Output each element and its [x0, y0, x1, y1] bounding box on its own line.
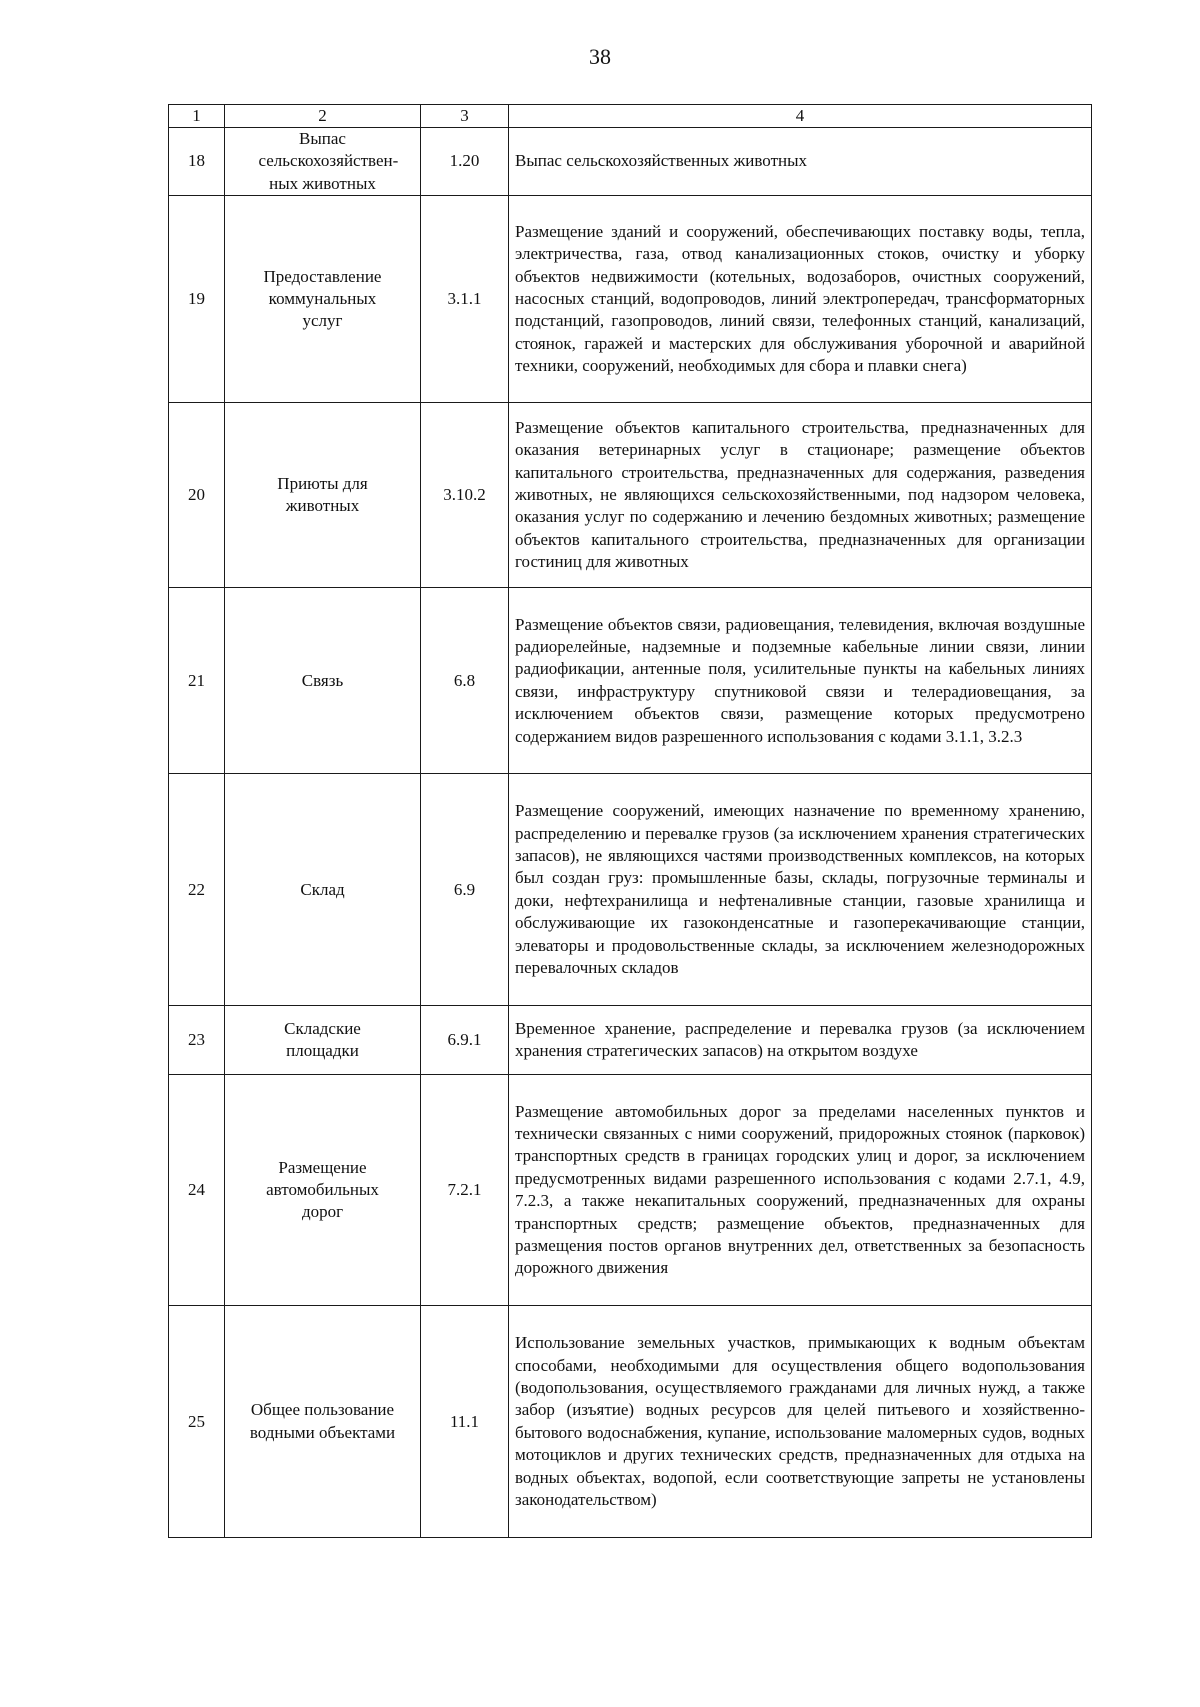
use-type-code: 11.1	[421, 1306, 509, 1538]
header-col-3: 3	[421, 105, 509, 128]
row-number: 23	[169, 1006, 225, 1075]
table-row	[169, 196, 1092, 403]
use-type-description: Размещение объектов капитального строительства, предназначенных для оказания ветеринарных услуг в стационаре; размещение объектов капитального строительства, предназначенных для содержания, разведения животных, не являющихся сельскохозяйственными, под надзором человека, оказания услуг по содержанию и лечению бездомных животных; размещение объектов капитального строительства, предназначенных для организации гостиниц для животных	[509, 403, 1092, 588]
use-type-name: Выпас сельскохозяйствен-ных животных	[225, 128, 421, 196]
table-row	[169, 403, 1092, 588]
table-row	[169, 1075, 1092, 1306]
use-type-name: Склад	[225, 774, 421, 1006]
use-type-name: Связь	[225, 588, 421, 774]
use-type-name: Приюты для животных	[225, 403, 421, 588]
use-type-description: Размещение зданий и сооружений, обеспечивающих поставку воды, тепла, электричества, газа, отвод канализационных стоков, очистку и уборку объектов недвижимости (котельных, водозаборов, очистных сооружений, насосных станций, водопроводов, линий электропередач, трансформаторных подстанций, газопроводов, линий связи, телефонных станций, канализаций, стоянок, гаражей и мастерских для обслуживания уборочной и аварийной техники, сооружений, необходимых для сбора и плавки снега)	[509, 196, 1092, 403]
row-number: 19	[169, 196, 225, 403]
use-type-code: 3.1.1	[421, 196, 509, 403]
table-row	[169, 1306, 1092, 1538]
use-type-description: Использование земельных участков, примыкающих к водным объектам способами, необходимыми для осуществления общего водопользования (водопользования, осуществляемого гражданами для личных нужд, а также забор (изъятие) водных ресурсов для целей питьевого и хозяйственно-бытового водоснабжения, купание, использование маломерных судов, водных мотоциклов и других технических средств, предназначенных для отдыха на водных объектах, водопой, если соответствующие запреты не установлены законодательством)	[509, 1306, 1092, 1538]
use-type-description: Временное хранение, распределение и перевалка грузов (за исключением хранения стратегических запасов) на открытом воздухе	[509, 1006, 1092, 1075]
row-number: 25	[169, 1306, 225, 1538]
use-type-name: Складские площадки	[225, 1006, 421, 1075]
row-number: 18	[169, 128, 225, 196]
use-type-description: Размещение автомобильных дорог за пределами населенных пунктов и технически связанных с ними сооружений, придорожных стоянок (парковок) транспортных средств в границах городских улиц и дорог, за исключением предусмотренных видами разрешенного использования с кодами 2.7.1, 4.9, 7.2.3, а также некапитальных сооружений, предназначенных для охраны транспортных средств; размещение объектов, предназначенных для размещения постов органов внутренних дел, ответственных за безопасность дорожного движения	[509, 1075, 1092, 1306]
table-header-row	[169, 105, 1092, 128]
use-type-name: Общее пользование водными объектами	[225, 1306, 421, 1538]
table-row	[169, 128, 1092, 196]
use-type-description: Выпас сельскохозяйственных животных	[509, 128, 1092, 196]
table-row	[169, 588, 1092, 774]
land-use-table	[168, 104, 1092, 1538]
page-number: 38	[589, 44, 611, 69]
row-number: 22	[169, 774, 225, 1006]
use-type-code: 7.2.1	[421, 1075, 509, 1306]
row-number: 24	[169, 1075, 225, 1306]
row-number: 21	[169, 588, 225, 774]
use-type-code: 6.8	[421, 588, 509, 774]
use-type-name: Предоставление коммунальных услуг	[225, 196, 421, 403]
header-col-1: 1	[169, 105, 225, 128]
use-type-code: 1.20	[421, 128, 509, 196]
use-type-code: 6.9.1	[421, 1006, 509, 1075]
header-col-4: 4	[509, 105, 1092, 128]
use-type-code: 3.10.2	[421, 403, 509, 588]
use-type-description: Размещение сооружений, имеющих назначение по временному хранению, распределению и перевалке грузов (за исключением хранения стратегических запасов), не являющихся частями производственных комплексов, на которых был создан груз: промышленные базы, склады, погрузочные терминалы и доки, нефтехранилища и нефтеналивные станции, газовые хранилища и обслуживающие их газоконденсатные и газоперекачивающие станции, элеваторы и продовольственные склады, за исключением железнодорожных перевалочных складов	[509, 774, 1092, 1006]
table-row	[169, 774, 1092, 1006]
use-type-name: Размещение автомобильных дорог	[225, 1075, 421, 1306]
table-row	[169, 1006, 1092, 1075]
use-type-description: Размещение объектов связи, радиовещания, телевидения, включая воздушные радиорелейные, надземные и подземные кабельные линии связи, линии радиофикации, антенные поля, усилительные пункты на кабельных линиях связи, инфраструктуру спутниковой связи и телерадиовещания, за исключением объектов связи, размещение которых предусмотрено содержанием видов разрешенного использования с кодами 3.1.1, 3.2.3	[509, 588, 1092, 774]
row-number: 20	[169, 403, 225, 588]
use-type-code: 6.9	[421, 774, 509, 1006]
header-col-2: 2	[225, 105, 421, 128]
